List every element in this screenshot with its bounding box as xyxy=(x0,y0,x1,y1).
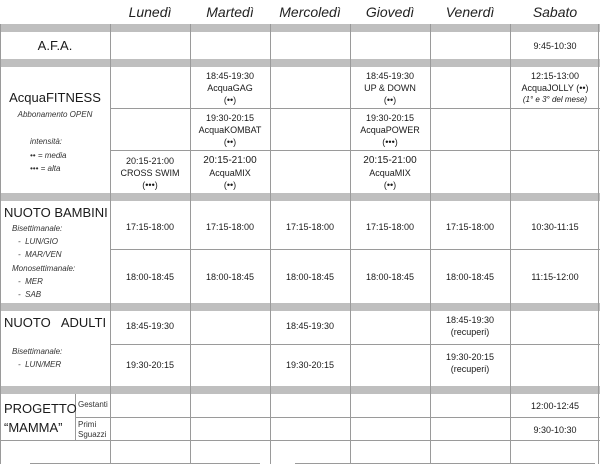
time: 20:15-21:00 xyxy=(203,155,257,166)
afa-title: A.F.A. xyxy=(37,38,73,53)
time: 18:45-19:30 xyxy=(205,71,255,81)
bambini-r1-mercoledi: 17:15-18:00 xyxy=(285,222,335,232)
primi-sguazzi-label-2: Sguazzi xyxy=(78,430,107,439)
adulti-r2-venerdi xyxy=(430,351,510,375)
intensity-alta: ••• = alta xyxy=(30,164,61,173)
bi-item-label: LUN/MER xyxy=(25,360,62,369)
bambini-r1-venerdi: 17:15-18:00 xyxy=(445,222,495,232)
time: 20:15-21:00 xyxy=(125,156,175,166)
bambini-bi-item: - MAR/VEN xyxy=(18,250,62,259)
grid-line xyxy=(110,108,600,109)
bambini-r2-venerdi: 18:00-18:45 xyxy=(445,272,495,282)
day-header-lunedi: Lunedì xyxy=(128,4,172,20)
intensity-label: intensità: xyxy=(30,137,63,146)
mamma-title-line2: “MAMMA” xyxy=(4,420,63,435)
adulti-r2-lunedi: 19:30-20:15 xyxy=(125,360,175,370)
bambini-r2-giovedi: 18:00-18:45 xyxy=(365,272,415,282)
bambini-bisettimanale: Bisettimanale: xyxy=(12,224,63,233)
day-header-mercoledi: Mercoledì xyxy=(279,4,341,20)
intensity: (•••) xyxy=(142,180,158,190)
intensity: (••) xyxy=(223,95,237,105)
primi-sguazzi-label-1: Primi xyxy=(78,420,97,429)
footer-rule xyxy=(295,463,595,464)
bambini-r2-lunedi: 18:00-18:45 xyxy=(125,272,175,282)
note: (recuperi) xyxy=(450,327,490,337)
grid-line xyxy=(110,249,600,250)
adulti-r1-mercoledi: 18:45-19:30 xyxy=(285,321,335,331)
bambini-title: NUOTO BAMBINI xyxy=(4,205,108,220)
time: 19:30-20:15 xyxy=(445,352,495,362)
af-martedi-1 xyxy=(190,70,270,106)
bi-item-label: LUN/GIO xyxy=(25,237,59,246)
adulti-r1-lunedi: 18:45-19:30 xyxy=(125,321,175,331)
grid-line xyxy=(270,24,271,464)
af-martedi-2 xyxy=(190,112,270,148)
af-sabato-1 xyxy=(510,70,600,106)
bambini-r1-martedi: 17:15-18:00 xyxy=(205,222,255,232)
bambini-r1-giovedi: 17:15-18:00 xyxy=(365,222,415,232)
gestanti-label: Gestanti xyxy=(78,400,108,409)
af-giovedi-3 xyxy=(350,155,430,191)
class-name: UP & DOWN xyxy=(364,83,416,93)
acquafitness-title: AcquaFITNESS xyxy=(9,90,101,105)
grid-line xyxy=(0,440,600,441)
intensity: (••) xyxy=(223,137,237,147)
mono-item-label: SAB xyxy=(25,290,42,299)
intensity-media: •• = media xyxy=(30,151,67,160)
af-martedi-3 xyxy=(190,155,270,191)
gestanti-sabato: 12:00-12:45 xyxy=(530,401,580,411)
class-name: AcquaKOMBAT xyxy=(198,125,262,135)
note: (recuperi) xyxy=(450,364,490,374)
af-giovedi-2 xyxy=(350,112,430,148)
adulti-r1-venerdi xyxy=(430,314,510,338)
class-name: AcquaJOLLY (••) xyxy=(521,83,589,93)
intensity: (••) xyxy=(223,180,237,190)
adulti-r2-mercoledi: 19:30-20:15 xyxy=(285,360,335,370)
class-name: AcquaPOWER xyxy=(360,125,420,135)
time: 18:45-19:30 xyxy=(365,71,415,81)
note: (1° e 3° del mese) xyxy=(522,95,588,104)
bambini-r2-sabato: 11:15-12:00 xyxy=(531,272,579,282)
time: 19:30-20:15 xyxy=(205,113,255,123)
day-header-venerdi: Venerdì xyxy=(445,4,495,20)
class-name: AcquaGAG xyxy=(207,83,253,93)
grid-line xyxy=(110,24,111,464)
bi-item-label: MAR/VEN xyxy=(25,250,62,259)
bambini-bi-item: - LUN/GIO xyxy=(18,237,59,246)
adulti-title: NUOTO ADULTI xyxy=(4,315,107,330)
time: 19:30-20:15 xyxy=(365,113,415,123)
bambini-r1-lunedi: 17:15-18:00 xyxy=(125,222,175,232)
af-lunedi-3 xyxy=(110,155,190,191)
class-name: AcquaMIX xyxy=(209,168,251,178)
day-header-martedi: Martedì xyxy=(206,4,254,20)
acquafitness-subtitle: Abbonamento OPEN xyxy=(17,110,93,119)
intensity: (••) xyxy=(383,95,397,105)
adulti-bisettimanale: Bisettimanale: xyxy=(12,347,63,356)
bambini-mono-item: - SAB xyxy=(18,290,42,299)
grid-line xyxy=(75,417,600,418)
grid-line xyxy=(110,150,600,151)
class-name: AcquaMIX xyxy=(369,168,411,178)
adulti-bi-item: - LUN/MER xyxy=(18,360,62,369)
intensity: (••) xyxy=(383,180,397,190)
grid-line xyxy=(430,24,431,464)
time: 12:15-13:00 xyxy=(530,71,580,81)
primi-sguazzi-sabato: 9:30-10:30 xyxy=(533,425,577,435)
day-header-giovedi: Giovedì xyxy=(365,4,415,20)
mamma-title-line1: PROGETTO xyxy=(4,401,77,416)
bambini-mono-item: - MER xyxy=(18,277,43,286)
bambini-r1-sabato: 10:30-11:15 xyxy=(531,222,579,232)
class-name: CROSS SWIM xyxy=(120,168,180,178)
afa-sabato: 9:45-10:30 xyxy=(533,41,577,51)
day-header-sabato: Sabato xyxy=(532,4,578,20)
bambini-r2-mercoledi: 18:00-18:45 xyxy=(285,272,335,282)
bambini-monosettimanale: Monosettimanale: xyxy=(12,264,76,273)
grid-line xyxy=(110,344,600,345)
time: 20:15-21:00 xyxy=(363,155,417,166)
footer-rule xyxy=(30,463,260,464)
intensity: (•••) xyxy=(382,137,398,147)
af-giovedi-1 xyxy=(350,70,430,106)
time: 18:45-19:30 xyxy=(445,315,495,325)
mono-item-label: MER xyxy=(25,277,43,286)
bambini-r2-martedi: 18:00-18:45 xyxy=(205,272,255,282)
